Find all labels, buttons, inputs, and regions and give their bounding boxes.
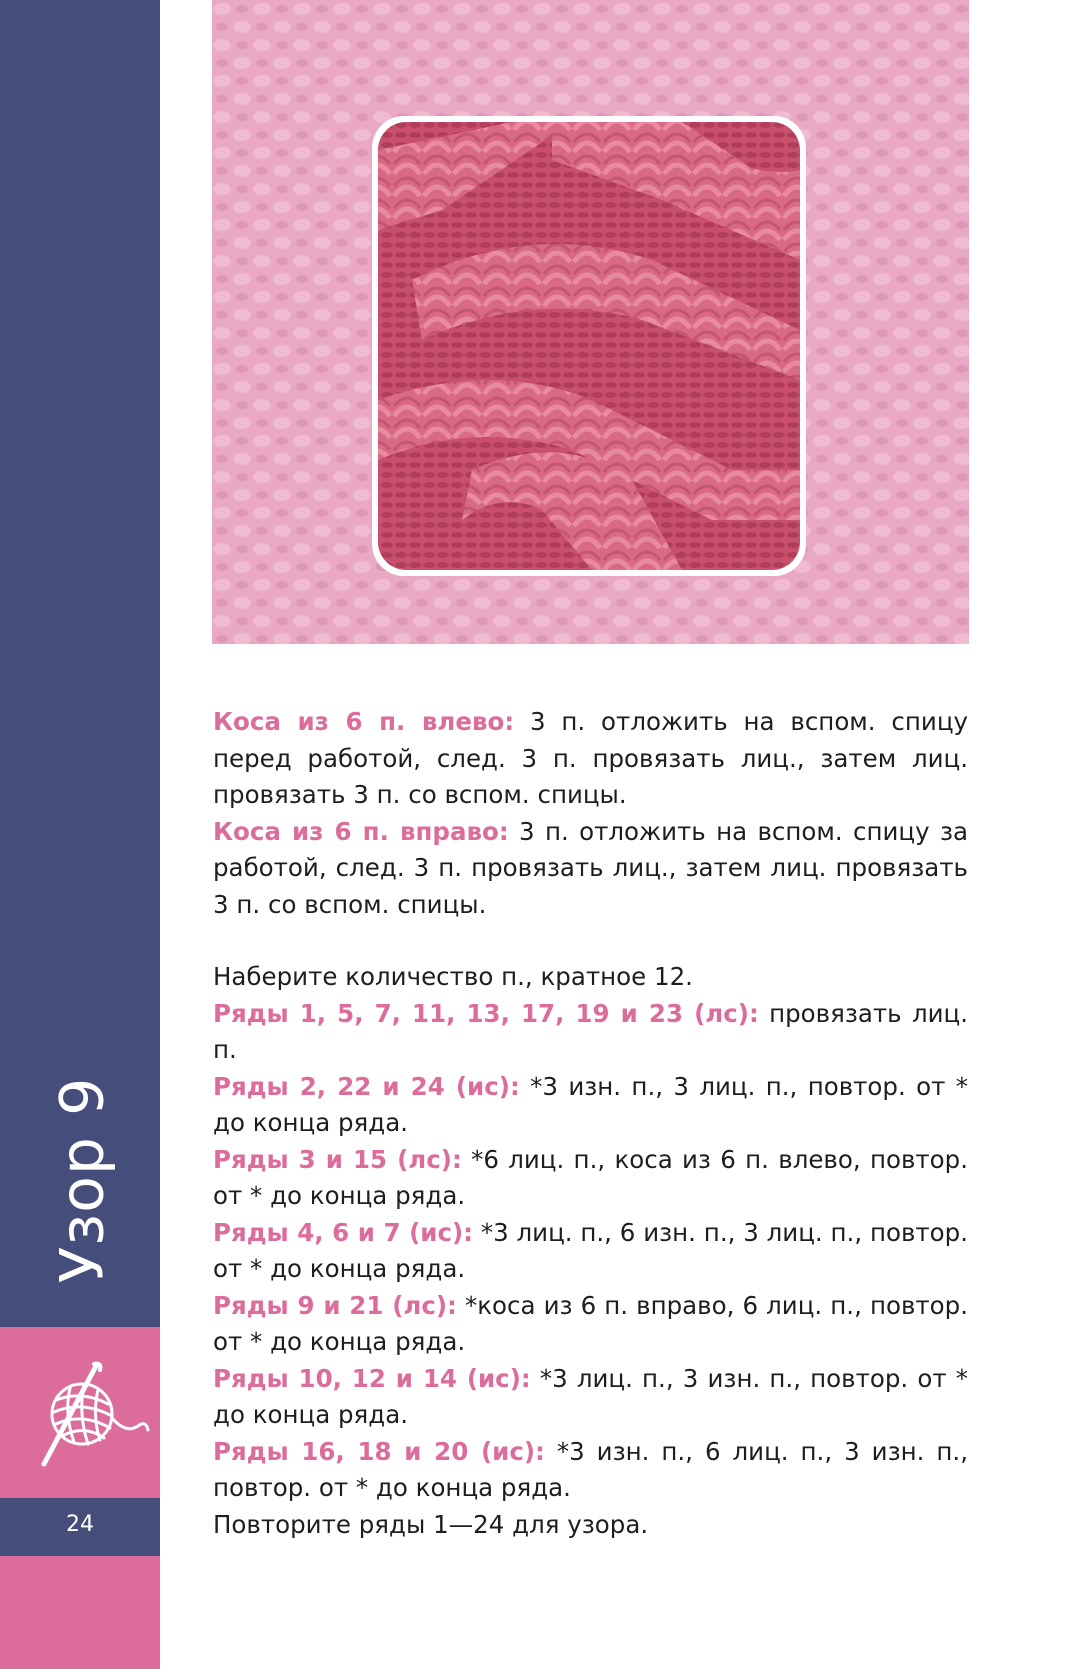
abbreviation-text: 3 п. отложить на вспом. спицу за работой, след. 3 п. провязать лиц., затем лиц. провязать 3 п. со вспом. спицы. — [213, 816, 968, 919]
row-label: Ряды 9 и 21 (лс): — [213, 1290, 457, 1320]
row-text: *коса из 6 п. вправо, 6 лиц. п., повтор. от * до конца ряда. — [213, 1290, 968, 1356]
row-instruction — [213, 1361, 968, 1434]
row-text: *3 изн. п., 3 лиц. п., повтор. от * до конца ряда. — [213, 1071, 968, 1137]
knit-swatch-photo — [212, 0, 969, 644]
pattern-title — [40, 1060, 125, 1300]
row-instruction — [213, 1069, 968, 1142]
cast-on-instruction: Наберите количество п., кратное 12. — [213, 962, 693, 991]
row-text: провязать лиц. п. — [213, 998, 968, 1064]
row-label: Ряды 1, 5, 7, 11, 13, 17, 19 и 23 (лс): — [213, 998, 759, 1028]
pattern-title-text: Узор 9 — [47, 1076, 118, 1284]
row-instruction — [213, 1215, 968, 1288]
abbreviation-label: Коса из 6 п. вправо: — [213, 816, 509, 846]
sidebar — [0, 0, 160, 1669]
row-text: *3 лиц. п., 6 изн. п., 3 лиц. п., повтор. от * до конца ряда. — [213, 1217, 968, 1283]
abbreviation-cable-left — [213, 704, 968, 814]
abbreviation-cable-right — [213, 814, 968, 924]
abbreviation-label: Коса из 6 п. влево: — [213, 707, 515, 736]
row-label: Ряды 16, 18 и 20 (ис): — [213, 1436, 545, 1466]
closing-instruction: Повторите ряды 1—24 для узора. — [213, 1509, 649, 1539]
row-label: Ряды 2, 22 и 24 (ис): — [213, 1071, 520, 1101]
row-label: Ряды 10, 12 и 14 (ис): — [213, 1363, 531, 1393]
sidebar-bottom-band — [0, 1556, 160, 1669]
row-instruction — [213, 996, 968, 1069]
row-instruction — [213, 1142, 968, 1215]
row-text: *3 изн. п., 6 лиц. п., 3 изн. п., повтор. от * до конца ряда. — [213, 1436, 968, 1502]
row-instruction — [213, 1288, 968, 1361]
page-number: 24 — [66, 1512, 94, 1537]
knit-cable-pattern-image — [212, 0, 969, 644]
row-text: *3 лиц. п., 3 изн. п., повтор. от * до конца ряда. — [213, 1363, 968, 1429]
abbreviation-text: 3 п. отложить на вспом. спицу перед работой, след. 3 п. провязать лиц., затем лиц. провязать 3 п. со вспом. спицы. — [213, 707, 969, 809]
row-label: Ряды 4, 6 и 7 (ис): — [213, 1217, 473, 1247]
row-label: Ряды 3 и 15 (лс): — [213, 1144, 462, 1174]
yarn-ball-crochet-hook-icon — [34, 1360, 150, 1472]
row-text: *6 лиц. п., коса из 6 п. влево, повтор. от * до конца ряда. — [213, 1144, 968, 1210]
pattern-instructions — [213, 704, 968, 1543]
row-instruction — [213, 1434, 968, 1507]
